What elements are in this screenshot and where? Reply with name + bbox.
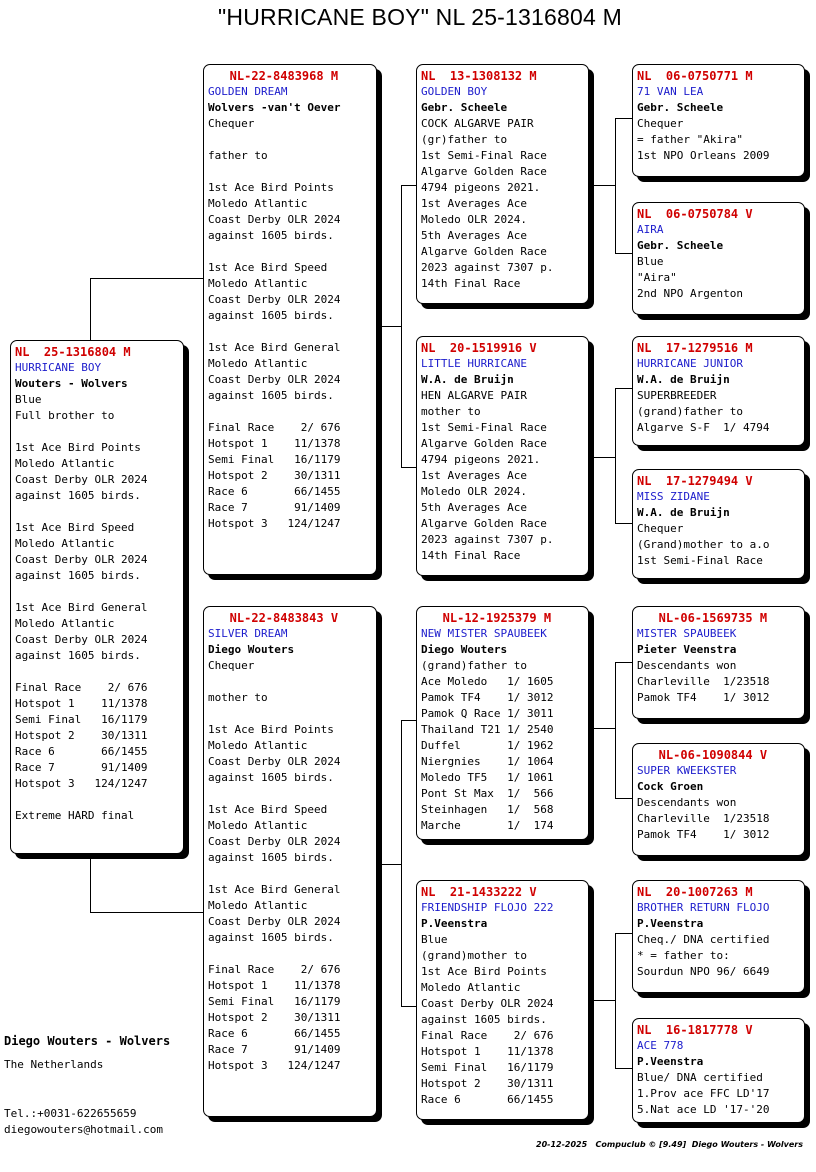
owner-name: Pieter Veenstra <box>637 643 737 656</box>
pedigree-note-line: (grand)father to <box>637 405 743 418</box>
pedigree-note-line: against 1605 birds. <box>208 309 334 322</box>
pedigree-note-line: against 1605 birds. <box>208 931 334 944</box>
connector-line <box>615 1068 632 1069</box>
pedigree-note-line: Final Race 2/ 676 <box>15 681 148 694</box>
pedigree-note-line: 1st Ace Bird Points <box>208 723 334 736</box>
father-card <box>203 64 377 575</box>
connector-line <box>90 857 91 912</box>
connector-line <box>401 1006 417 1007</box>
pedigree-note-line: "Aira" <box>637 271 677 284</box>
pedigree-note-line: against 1605 birds. <box>208 389 334 402</box>
connector-line <box>594 185 616 186</box>
ggp-card-fmf <box>632 336 805 446</box>
pedigree-note-line: Semi Final 16/1179 <box>208 453 341 466</box>
pedigree-note-line: Pamok TF4 1/ 3012 <box>637 828 770 841</box>
pedigree-note-line: Moledo OLR 2024. <box>421 213 527 226</box>
pedigree-note-line: 5th Averages Ace <box>421 501 527 514</box>
pedigree-note-line: Pamok TF4 1/ 3012 <box>421 691 554 704</box>
pedigree-note-line: Semi Final 16/1179 <box>15 713 148 726</box>
breeder-email: diegowouters@hotmail.com <box>4 1123 163 1136</box>
pedigree-note-line: 1st NPO Orleans 2009 <box>637 149 770 162</box>
ring-number: NL 20-1007263 M <box>637 885 753 899</box>
pedigree-note-line: Moledo Atlantic <box>15 537 115 550</box>
connector-line <box>382 326 402 327</box>
pedigree-note-line <box>208 866 372 882</box>
pedigree-note-line: 1st Semi-Final Race <box>421 421 547 434</box>
pedigree-note-line: Steinhagen 1/ 568 <box>421 803 554 816</box>
pedigree-note-line: Semi Final 16/1179 <box>421 1061 554 1074</box>
pedigree-note-line: Extreme HARD final <box>15 809 135 822</box>
owner-name: Diego Wouters <box>421 643 508 656</box>
owner-name: Diego Wouters <box>208 643 295 656</box>
pedigree-note-line <box>208 706 372 722</box>
paternal-grandmother-card <box>416 336 589 576</box>
pedigree-note-line: Race 6 66/1455 <box>15 745 148 758</box>
pedigree-note-line <box>208 946 372 962</box>
pigeon-name: GOLDEN BOY <box>421 85 488 98</box>
ggp-card-mmf <box>632 880 805 993</box>
pedigree-note-line: Moledo Atlantic <box>208 197 308 210</box>
pedigree-note-line: Chequer <box>208 659 255 672</box>
pedigree-note-line: Coast Derby OLR 2024 <box>15 633 148 646</box>
ggp-card-mmm <box>632 1018 805 1123</box>
pedigree-note-line: Moledo OLR 2024. <box>421 485 527 498</box>
pedigree-note-line: (grand)father to <box>421 659 527 672</box>
pedigree-note-line: (grand)mother to <box>421 949 527 962</box>
owner-name: W.A. de Bruijn <box>637 373 730 386</box>
pedigree-note-line: Duffel 1/ 1962 <box>421 739 554 752</box>
pedigree-note-line: 1st Semi-Final Race <box>637 554 763 567</box>
pedigree-note-line: Full brother to <box>15 409 115 422</box>
pedigree-note-line: Hotspot 1 11/1378 <box>421 1045 554 1058</box>
owner-name: P.Veenstra <box>637 917 704 930</box>
pedigree-note-line: 1st Ace Bird Points <box>421 965 547 978</box>
connector-line <box>401 467 417 468</box>
pedigree-note-line: Chequer <box>637 522 684 535</box>
pedigree-note-line: Moledo Atlantic <box>15 617 115 630</box>
pedigree-note-line: Hotspot 2 30/1311 <box>421 1077 554 1090</box>
pedigree-note-line: Final Race 2/ 676 <box>208 421 341 434</box>
connector-line <box>615 523 632 524</box>
pedigree-note-line <box>208 244 372 260</box>
pedigree-note-line: Cheq./ DNA certified <box>637 933 770 946</box>
pedigree-note-line <box>15 792 179 808</box>
pedigree-note-line: Coast Derby OLR 2024 <box>421 997 554 1010</box>
pedigree-note-line: Hotspot 1 11/1378 <box>15 697 148 710</box>
connector-line <box>615 118 616 254</box>
pedigree-note-line: 5th Averages Ace <box>421 229 527 242</box>
pedigree-note-line: 2023 against 7307 p. <box>421 533 554 546</box>
pedigree-note-line: 1.Prov ace FFC LD'17 <box>637 1087 770 1100</box>
pedigree-note-line: Pamok Q Race 1/ 3011 <box>421 707 554 720</box>
pedigree-note-line: Hotspot 2 30/1311 <box>15 729 148 742</box>
pedigree-note-line: Blue <box>15 393 42 406</box>
pedigree-note-line: Pamok TF4 1/ 3012 <box>637 691 770 704</box>
pigeon-name: FRIENDSHIP FLOJO 222 <box>421 901 554 914</box>
pedigree-note-line: Final Race 2/ 676 <box>421 1029 554 1042</box>
pigeon-name: HURRICANE BOY <box>15 361 102 374</box>
pedigree-note-line: Coast Derby OLR 2024 <box>208 835 341 848</box>
ring-number: NL 17-1279494 V <box>637 474 753 488</box>
pedigree-note-line <box>15 584 179 600</box>
connector-line <box>594 728 616 729</box>
ggp-card-fff <box>632 64 805 177</box>
maternal-grandfather-card <box>416 606 589 840</box>
breeder-phone: Tel.:+0031-622655659 <box>4 1107 137 1120</box>
ggp-card-mfm <box>632 743 805 856</box>
pedigree-note-line: Moledo TF5 1/ 1061 <box>421 771 554 784</box>
pedigree-note-line: Sourdun NPO 96/ 6649 <box>637 965 770 978</box>
pedigree-note-line: = father "Akira" <box>637 133 743 146</box>
pedigree-note-line: against 1605 birds. <box>15 569 141 582</box>
pedigree-note-line: against 1605 birds. <box>208 771 334 784</box>
pedigree-note-line: mother to <box>421 405 481 418</box>
breeder-country: The Netherlands <box>4 1058 104 1071</box>
pigeon-name: ACE 778 <box>637 1039 684 1052</box>
ring-number: NL-22-8483968 M <box>208 69 339 83</box>
pedigree-note-line: Coast Derby OLR 2024 <box>15 553 148 566</box>
connector-line <box>401 185 417 186</box>
pedigree-note-line: Moledo Atlantic <box>421 981 521 994</box>
pedigree-note-line: Marche 1/ 174 <box>421 819 554 832</box>
breeder-name: Diego Wouters - Wolvers <box>4 1034 171 1048</box>
pedigree-note-line: 1st Ace Bird Speed <box>208 803 328 816</box>
mother-card <box>203 606 377 1117</box>
pedigree-note-line: 2nd NPO Argenton <box>637 287 743 300</box>
pedigree-note-line: Charleville 1/23518 <box>637 812 770 825</box>
pedigree-note-line <box>208 324 372 340</box>
connector-line <box>615 388 616 524</box>
pedigree-note-line: (Grand)mother to a.o <box>637 538 770 551</box>
pedigree-note-line: 1st Semi-Final Race <box>421 149 547 162</box>
pedigree-note-line: 1st Ace Bird Points <box>15 441 141 454</box>
pedigree-note-line <box>208 674 372 690</box>
connector-line <box>401 720 417 721</box>
pedigree-note-line: (gr)father to <box>421 133 508 146</box>
pedigree-note-line: Race 6 66/1455 <box>208 1027 341 1040</box>
pedigree-note-line: Moledo Atlantic <box>208 357 308 370</box>
pedigree-note-line: Blue <box>421 933 448 946</box>
pigeon-name: NEW MISTER SPAUBEEK <box>421 627 547 640</box>
ring-number: NL-06-1090844 V <box>637 748 768 762</box>
pedigree-note-line: Chequer <box>637 117 684 130</box>
pedigree-note-line: Blue <box>637 255 664 268</box>
pedigree-note-line: Coast Derby OLR 2024 <box>208 293 341 306</box>
pedigree-note-line: Moledo Atlantic <box>15 457 115 470</box>
owner-name: P.Veenstra <box>637 1055 704 1068</box>
pedigree-note-line <box>208 786 372 802</box>
pedigree-note-line: Moledo Atlantic <box>208 819 308 832</box>
pedigree-note-line: Descendants won <box>637 796 737 809</box>
pedigree-note-line: against 1605 birds. <box>15 489 141 502</box>
pedigree-note-line <box>208 132 372 148</box>
pedigree-note-line <box>15 504 179 520</box>
owner-name: Cock Groen <box>637 780 704 793</box>
connector-line <box>401 720 402 1007</box>
pigeon-name: 71 VAN LEA <box>637 85 704 98</box>
pedigree-note-line: 1st Ace Bird General <box>208 341 341 354</box>
pedigree-note-line: 2023 against 7307 p. <box>421 261 554 274</box>
connector-line <box>90 278 91 340</box>
pedigree-note-line: Coast Derby OLR 2024 <box>208 213 341 226</box>
connector-line <box>615 388 632 389</box>
pedigree-note-line: Coast Derby OLR 2024 <box>15 473 148 486</box>
pedigree-note-line: Descendants won <box>637 659 737 672</box>
pedigree-note-line: Coast Derby OLR 2024 <box>208 373 341 386</box>
owner-name: Gebr. Scheele <box>637 101 724 114</box>
pedigree-note-line: Race 6 66/1455 <box>421 1093 554 1106</box>
pedigree-note-line: SUPERBREEDER <box>637 389 717 402</box>
owner-name: W.A. de Bruijn <box>421 373 514 386</box>
connector-line <box>594 1000 616 1001</box>
pedigree-note-line: Hotspot 2 30/1311 <box>208 469 341 482</box>
ring-number: NL 17-1279516 M <box>637 341 753 355</box>
owner-name: Gebr. Scheele <box>421 101 508 114</box>
pigeon-name: MISTER SPAUBEEK <box>637 627 737 640</box>
ring-number: NL-12-1925379 M <box>421 611 552 625</box>
ring-number: NL 16-1817778 V <box>637 1023 753 1037</box>
pedigree-note-line: Thailand T21 1/ 2540 <box>421 723 554 736</box>
pedigree-note-line: 14th Final Race <box>421 549 521 562</box>
ring-number: NL 06-0750784 V <box>637 207 753 221</box>
pedigree-note-line: Moledo Atlantic <box>208 899 308 912</box>
pedigree-note-line <box>15 424 179 440</box>
pedigree-note-line: HEN ALGARVE PAIR <box>421 389 527 402</box>
pedigree-note-line <box>208 404 372 420</box>
pigeon-name: MISS ZIDANE <box>637 490 710 503</box>
owner-name: P.Veenstra <box>421 917 488 930</box>
pedigree-note-line: Algarve S-F 1/ 4794 <box>637 421 770 434</box>
page-title: "HURRICANE BOY" NL 25-1316804 M <box>218 4 622 30</box>
connector-line <box>615 118 632 119</box>
connector-line <box>615 253 632 254</box>
pedigree-note-line: Race 7 91/1409 <box>208 1043 341 1056</box>
pedigree-note-line: COCK ALGARVE PAIR <box>421 117 534 130</box>
pedigree-note-line: Chequer <box>208 117 255 130</box>
pedigree-note-line: Race 7 91/1409 <box>208 501 341 514</box>
pigeon-name: BROTHER RETURN FLOJO <box>637 901 770 914</box>
pedigree-note-line: * = father to: <box>637 949 730 962</box>
pigeon-name: LITTLE HURRICANE <box>421 357 527 370</box>
connector-line <box>90 912 204 913</box>
subject-pigeon-card <box>10 340 184 854</box>
connector-line <box>90 278 204 279</box>
pedigree-note-line: against 1605 birds. <box>15 649 141 662</box>
connector-line <box>594 457 616 458</box>
ring-number: NL 13-1308132 M <box>421 69 537 83</box>
ggp-card-fmm <box>632 469 805 579</box>
pedigree-note-line: 5.Nat ace LD '17-'20 <box>637 1103 770 1116</box>
pedigree-note-line: 1st Ace Bird Speed <box>208 261 328 274</box>
pedigree-note-line: Race 6 66/1455 <box>208 485 341 498</box>
ggp-card-ffm <box>632 202 805 315</box>
pedigree-note-line <box>15 664 179 680</box>
pedigree-note-line: Moledo Atlantic <box>208 739 308 752</box>
owner-name: W.A. de Bruijn <box>637 506 730 519</box>
pedigree-note-line: Hotspot 1 11/1378 <box>208 979 341 992</box>
pedigree-note-line: Ace Moledo 1/ 1605 <box>421 675 554 688</box>
pedigree-note-line <box>208 164 372 180</box>
ggp-card-mff <box>632 606 805 719</box>
ring-number: NL 06-0750771 M <box>637 69 753 83</box>
pedigree-note-line: Charleville 1/23518 <box>637 675 770 688</box>
pedigree-note-line: Moledo Atlantic <box>208 277 308 290</box>
pedigree-note-line: 4794 pigeons 2021. <box>421 181 541 194</box>
pedigree-note-line: 14th Final Race <box>421 277 521 290</box>
connector-line <box>615 662 632 663</box>
connector-line <box>615 798 632 799</box>
pedigree-note-line: Coast Derby OLR 2024 <box>208 755 341 768</box>
ring-number: NL 20-1519916 V <box>421 341 537 355</box>
pedigree-note-line: against 1605 birds. <box>421 1013 547 1026</box>
pedigree-note-line: Algarve Golden Race <box>421 437 547 450</box>
pedigree-note-line: Hotspot 3 124/1247 <box>15 777 148 790</box>
owner-name: Wolvers -van't Oever <box>208 101 341 114</box>
connector-line <box>615 662 616 799</box>
pedigree-note-line: father to <box>208 149 268 162</box>
ring-number: NL-22-8483843 V <box>208 611 339 625</box>
software-stamp: 20-12-2025 Compuclub © [9.49] Diego Wouters - Wolvers <box>536 1140 803 1149</box>
connector-line <box>615 933 616 1069</box>
pedigree-note-line: 1st Averages Ace <box>421 469 527 482</box>
owner-name: Wouters - Wolvers <box>15 377 128 390</box>
pedigree-note-line: Algarve Golden Race <box>421 165 547 178</box>
pigeon-name: GOLDEN DREAM <box>208 85 288 98</box>
pedigree-note-line: Blue/ DNA certified <box>637 1071 763 1084</box>
ring-number: NL-06-1569735 M <box>637 611 768 625</box>
pedigree-note-line: Algarve Golden Race <box>421 517 547 530</box>
pedigree-note-line: Semi Final 16/1179 <box>208 995 341 1008</box>
pigeon-name: SILVER DREAM <box>208 627 288 640</box>
connector-line <box>615 933 632 934</box>
paternal-grandfather-card <box>416 64 589 304</box>
ring-number: NL 21-1433222 V <box>421 885 537 899</box>
pedigree-note-line: Hotspot 2 30/1311 <box>208 1011 341 1024</box>
ring-number: NL 25-1316804 M <box>15 345 131 359</box>
pedigree-note-line: Niergnies 1/ 1064 <box>421 755 554 768</box>
connector-line <box>382 864 402 865</box>
pigeon-name: SUPER KWEEKSTER <box>637 764 737 777</box>
pedigree-note-line: Pont St Max 1/ 566 <box>421 787 554 800</box>
pigeon-name: HURRICANE JUNIOR <box>637 357 743 370</box>
pedigree-note-line: Final Race 2/ 676 <box>208 963 341 976</box>
pedigree-note-line: Algarve Golden Race <box>421 245 547 258</box>
pedigree-note-line: against 1605 birds. <box>208 229 334 242</box>
pedigree-note-line: 1st Ace Bird Speed <box>15 521 135 534</box>
pedigree-note-line: Hotspot 3 124/1247 <box>208 1059 341 1072</box>
pedigree-note-line: Hotspot 1 11/1378 <box>208 437 341 450</box>
owner-name: Gebr. Scheele <box>637 239 724 252</box>
pedigree-note-line: 1st Ace Bird General <box>15 601 148 614</box>
pedigree-note-line: mother to <box>208 691 268 704</box>
pedigree-note-line: 4794 pigeons 2021. <box>421 453 541 466</box>
pedigree-note-line: Coast Derby OLR 2024 <box>208 915 341 928</box>
pedigree-note-line: Race 7 91/1409 <box>15 761 148 774</box>
pigeon-name: AIRA <box>637 223 664 236</box>
pedigree-note-line: 1st Ace Bird Points <box>208 181 334 194</box>
pedigree-note-line: against 1605 birds. <box>208 851 334 864</box>
connector-line <box>401 185 402 468</box>
pedigree-note-line: 1st Ace Bird General <box>208 883 341 896</box>
pedigree-note-line: Hotspot 3 124/1247 <box>208 517 341 530</box>
maternal-grandmother-card <box>416 880 589 1120</box>
pedigree-note-line: 1st Averages Ace <box>421 197 527 210</box>
